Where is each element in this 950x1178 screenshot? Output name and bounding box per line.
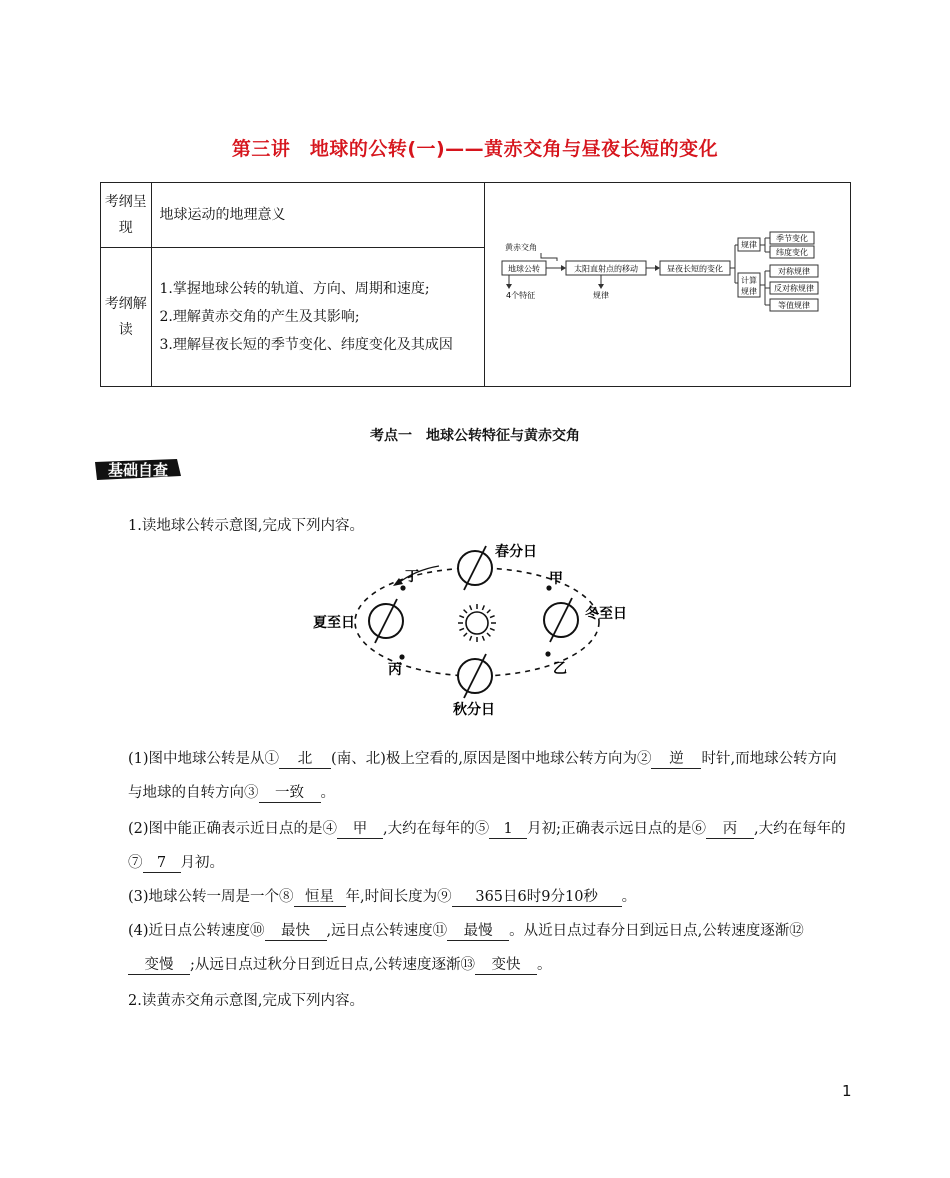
answer-1: 北: [279, 750, 331, 769]
page-title: 第三讲 地球的公转(一)——黄赤交角与昼夜长短的变化: [231, 138, 719, 160]
answer-10: 最快: [265, 922, 327, 941]
label-winter: 冬至日: [585, 606, 627, 622]
question-2: 2.读黄赤交角示意图,完成下列内容。: [128, 993, 364, 1009]
answer-8: 恒星: [294, 888, 346, 907]
item-4: (4)近日点公转速度⑩ 最快 ,远日点公转速度⑪ 最慢 。从近日点过春分日到远日点,公转速度逐渐⑫变慢 ;从远日点过秋分日到近日点,公转速度逐渐⑬ 变快 。: [128, 923, 804, 973]
label-bing: 丙: [388, 662, 402, 678]
svg-text:计算: 计算: [740, 276, 757, 285]
leaf-b-1: 对称规律: [777, 267, 810, 276]
leaf-b-2: 反对称规律: [773, 284, 814, 293]
answer-4: 甲: [337, 820, 383, 839]
page-number: 1: [842, 1082, 852, 1100]
section-title: 考点一 地球公转特征与黄赤交角: [370, 428, 580, 444]
answer-5: 1: [489, 820, 527, 839]
top-label: 黄赤交角: [504, 243, 537, 252]
answer-12: 变慢: [128, 956, 190, 975]
below-1: 4个特征: [505, 291, 536, 300]
item-3: (3)地球公转一周是一个⑧ 恒星 年,时间长度为⑨ 365日6时9分10秒 。: [128, 889, 637, 905]
earth-summer-solstice: [369, 599, 403, 643]
label-jia: 甲: [549, 571, 563, 587]
label-autumn: 秋分日: [453, 702, 495, 718]
outline-item-1: 1.掌握地球公转的轨道、方向、周期和速度;: [159, 281, 430, 298]
item-1: (1)图中地球公转是从① 北 (南、北)极上空看的,原因是图中地球公转方向为② 逆 时针,而地球公转方向与地球的自转方向③ 一致 。: [128, 751, 837, 801]
outline-table: [100, 182, 851, 387]
answer-3: 一致: [259, 784, 321, 803]
point-yi: [545, 651, 550, 656]
item-2: (2)图中能正确表示近日点的是④ 甲 ,大约在每年的⑤ 1 月初;正确表示远日点的是⑥ 丙 ,大约在每年的⑦ 7 月初。: [128, 821, 846, 871]
orbit-figure: [305, 538, 655, 720]
row1-content: 地球运动的地理意义: [151, 183, 484, 248]
branch-a: 规律: [740, 240, 757, 250]
node-3: 昼夜长短的变化: [666, 264, 723, 274]
label-ding: 丁: [405, 569, 419, 585]
point-ding: [400, 585, 405, 590]
answer-11: 最慢: [447, 922, 509, 941]
leaf-a-1: 季节变化: [775, 234, 808, 243]
branch-b: 规律: [740, 287, 757, 296]
answer-7: 7: [143, 854, 181, 873]
knowledge-map-cell: [484, 183, 850, 387]
answer-2: 逆: [651, 750, 701, 769]
outline-item-3: 3.理解昼夜长短的季节变化、纬度变化及其成因: [159, 337, 453, 354]
label-summer: 夏至日: [313, 615, 355, 631]
earth-spring-equinox: [458, 546, 492, 590]
label-yi: 乙: [553, 661, 567, 677]
row1-label: 考纲呈现: [101, 183, 152, 248]
badge-text: 基础自查: [107, 461, 169, 479]
label-spring: 春分日: [495, 544, 537, 560]
earth-autumn-equinox: [458, 654, 492, 698]
knowledge-map: [485, 183, 850, 386]
node-1: 地球公转: [507, 264, 540, 274]
badge-basic-check: [91, 456, 183, 482]
answer-9: 365日6时9分10秒: [452, 888, 622, 907]
below-2: 规律: [592, 291, 609, 300]
row2-content: [151, 248, 484, 387]
node-2: 太阳直射点的移动: [573, 264, 638, 274]
question-1: 1.读地球公转示意图,完成下列内容。: [128, 518, 364, 534]
outline-item-2: 2.理解黄赤交角的产生及其影响;: [159, 309, 360, 326]
answer-6: 丙: [706, 820, 754, 839]
point-bing: [399, 654, 404, 659]
sun-icon: [458, 604, 496, 642]
answer-13: 变快: [475, 956, 537, 975]
row2-label: 考纲解读: [101, 248, 152, 387]
leaf-b-3: 等值规律: [777, 301, 810, 310]
earth-winter-solstice: [544, 598, 578, 642]
leaf-a-2: 纬度变化: [775, 248, 808, 257]
